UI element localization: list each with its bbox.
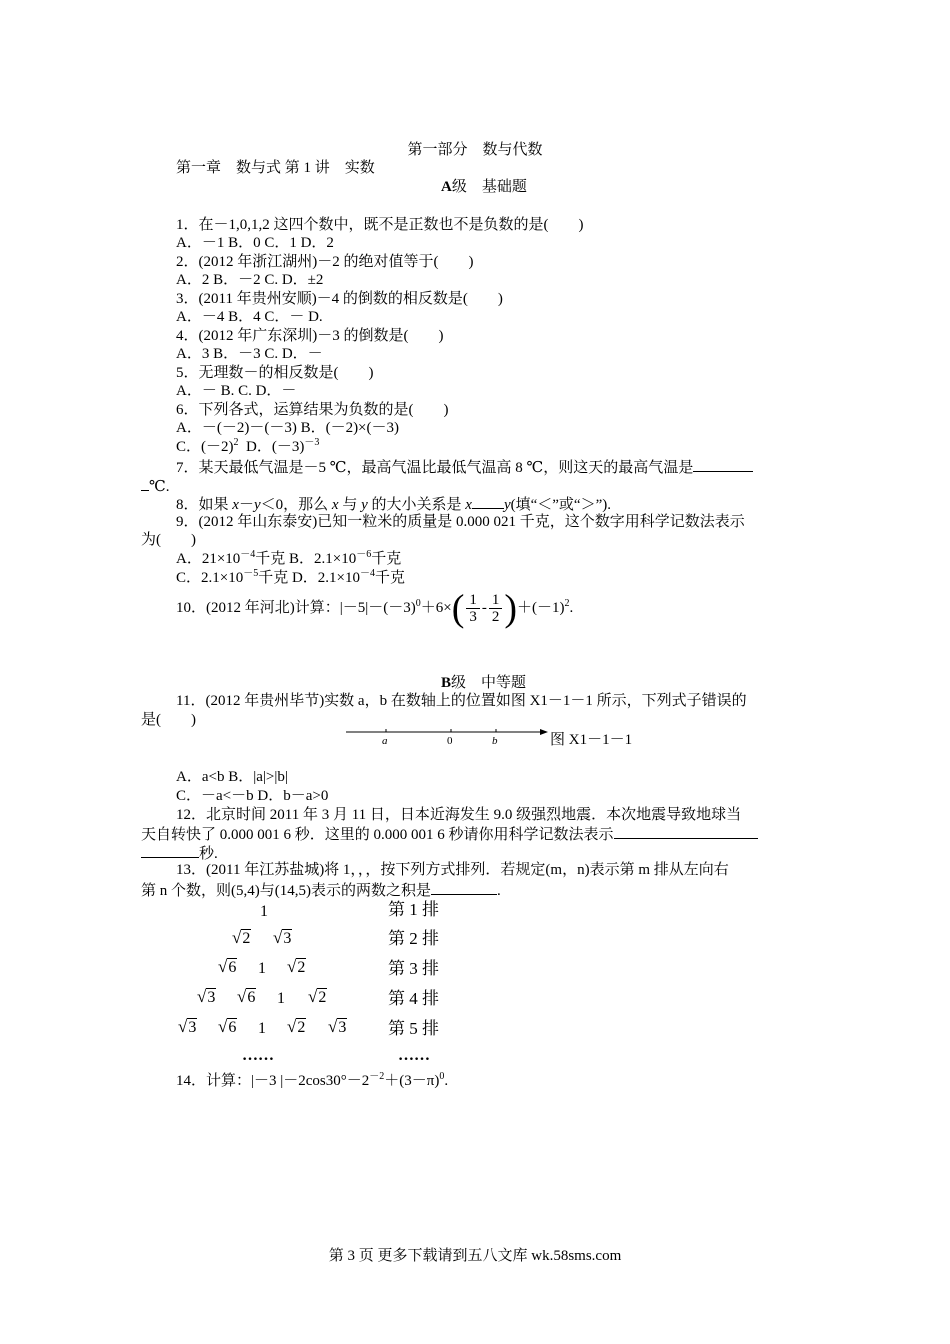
- q6-options-ab: A．－(－2)－(－3) B．(－2)×(－3): [176, 420, 400, 436]
- q5-text: 5．无理数－的相反数是( ): [176, 365, 374, 381]
- q2-options: A．2 B．－2 C. D．±2: [176, 272, 324, 288]
- row-label-2: 第 2 排: [388, 929, 439, 948]
- q5-options: A．－ B. C. D．－: [176, 383, 297, 399]
- q9-options-cd: C．$2.1\times 10^{-5}$千克 D．$2.1\times 10^{-4}$千克: [176, 568, 406, 586]
- row2-item: √2: [232, 928, 251, 947]
- label-0: 0: [447, 735, 453, 747]
- row3-item: 1: [258, 960, 266, 977]
- q13-line2: 第 n 个数，则(5,4)与(14,5)表示的两数之积是 .: [141, 880, 501, 900]
- row-label-5: 第 5 排: [388, 1019, 439, 1038]
- q11-options-cd: C．－a<－b D．b－a>0: [176, 788, 329, 804]
- q2-text: 2．(2012 年浙江湖州)－2 的绝对值等于( ): [176, 254, 474, 270]
- q11-line2: 是( ): [141, 712, 196, 728]
- q1-text: 1．在－1,0,1,2 这四个数中，既不是正数也不是负数的是( ): [176, 217, 584, 233]
- q13-line1: 13．(2011 年江苏盐城)将 1，，，按下列方式排列．若规定(m，n)表示第 m 排从左向右: [176, 862, 729, 878]
- row-label-dots: ……: [398, 1047, 430, 1064]
- level-a-heading: A级 基础题: [441, 179, 527, 195]
- q4-options: A．3 B．－3 C. D．－: [176, 346, 323, 362]
- page-footer: 第 3 页 更多下载请到五八文库 wk.58sms.com: [328, 1248, 622, 1264]
- row4-item: 1: [277, 990, 285, 1007]
- row5-item: √3: [328, 1017, 347, 1036]
- row4-item: √3: [197, 987, 216, 1006]
- q12-line2: 天自转快了 0.000 001 6 秒．这里的 0.000 001 6 秒请你用科学记数法表示: [141, 824, 758, 844]
- q11-line1: 11．(2012 年贵州毕节)实数 a，b 在数轴上的位置如图 X1－1－1 所示，下列式子错误的: [176, 693, 747, 709]
- q1-options: A．－1 B．0 C．1 D．2: [176, 235, 334, 251]
- row4-item: √6: [237, 987, 256, 1006]
- number-line-arrow: [540, 729, 548, 735]
- q9-options-ab: A．$21\times 10^{-4}$千克 B．$2.1\times 10^{-6}$千克: [176, 549, 402, 567]
- q9-line2: 为( ): [141, 532, 196, 548]
- q9-line1: 9．(2012 年山东泰安)已知一粒米的质量是 0.000 021 千克，这个数字用科学记数法表示: [176, 514, 745, 530]
- level-b-heading: B级 中等题: [441, 675, 527, 691]
- part-title: 第一部分 数与代数: [407, 142, 543, 158]
- row-label-1: 第 1 排: [388, 900, 439, 919]
- row5-item: √2: [287, 1017, 306, 1036]
- label-b: b: [492, 735, 498, 747]
- q6-options-cd: C．$(-2)^2$ D．$(-3)^{-3}$: [176, 437, 320, 455]
- row-label-4: 第 4 排: [388, 989, 439, 1008]
- row2-item: √3: [273, 928, 292, 947]
- q4-text: 4．(2012 年广东深圳)－3 的倒数是( ): [176, 328, 444, 344]
- fraction-one-half: $\frac{1}{2}$: [489, 592, 503, 625]
- row5-item: √3: [178, 1017, 197, 1036]
- q10-expression: 10．(2012 年河北)计算：$|-5|-(-3)^0+6\times$( $\frac{1}{3}$ - $\frac{1}{2}$ )$+(-1)^2$.: [176, 587, 574, 630]
- triangle-dots: ……: [242, 1047, 274, 1064]
- q7-line2: ℃.: [141, 476, 170, 496]
- row1-item: 1: [260, 903, 268, 920]
- q3-options: A．－4 B．4 C．－ D.: [176, 309, 323, 325]
- row5-item: √6: [218, 1017, 237, 1036]
- q8-text: 8．如果 x－y＜0，那么 x 与 y 的大小关系是 x y(填“＜”或“＞”).: [176, 494, 611, 514]
- row4-item: √2: [308, 987, 327, 1006]
- row3-item: √6: [218, 957, 237, 976]
- row3-item: √2: [287, 957, 306, 976]
- figure-caption: 图 X1－1－1: [550, 732, 633, 748]
- q12-line1: 12．北京时间 2011 年 3 月 11 日，日本近海发生 9.0 级强烈地震．本次地震导致地球当: [176, 807, 742, 823]
- fraction-one-third: $\frac{1}{3}$: [466, 592, 480, 625]
- q7-line1: 7．某天最低气温是－5 ℃，最高气温比最低气温高 8 ℃，则这天的最高气温是: [176, 457, 753, 477]
- row5-item: 1: [258, 1020, 266, 1037]
- q12-line3: 秒.: [141, 843, 218, 863]
- q11-options-ab: A．a<b B．|a|>|b|: [176, 769, 288, 785]
- number-line-figure: [344, 724, 550, 750]
- chapter-title: 第一章 数与式 第 1 讲 实数: [176, 160, 375, 176]
- row-label-3: 第 3 排: [388, 959, 439, 978]
- q14-expression: 14．计算：|－3 $|-2\cos 30^\circ-2^{-2}+(3-\pi)^0$.: [176, 1071, 449, 1089]
- q3-text: 3．(2011 年贵州安顺)－4 的倒数的相反数是( ): [176, 291, 503, 307]
- label-a: a: [382, 735, 388, 747]
- q6-text: 6．下列各式，运算结果为负数的是( ): [176, 402, 449, 418]
